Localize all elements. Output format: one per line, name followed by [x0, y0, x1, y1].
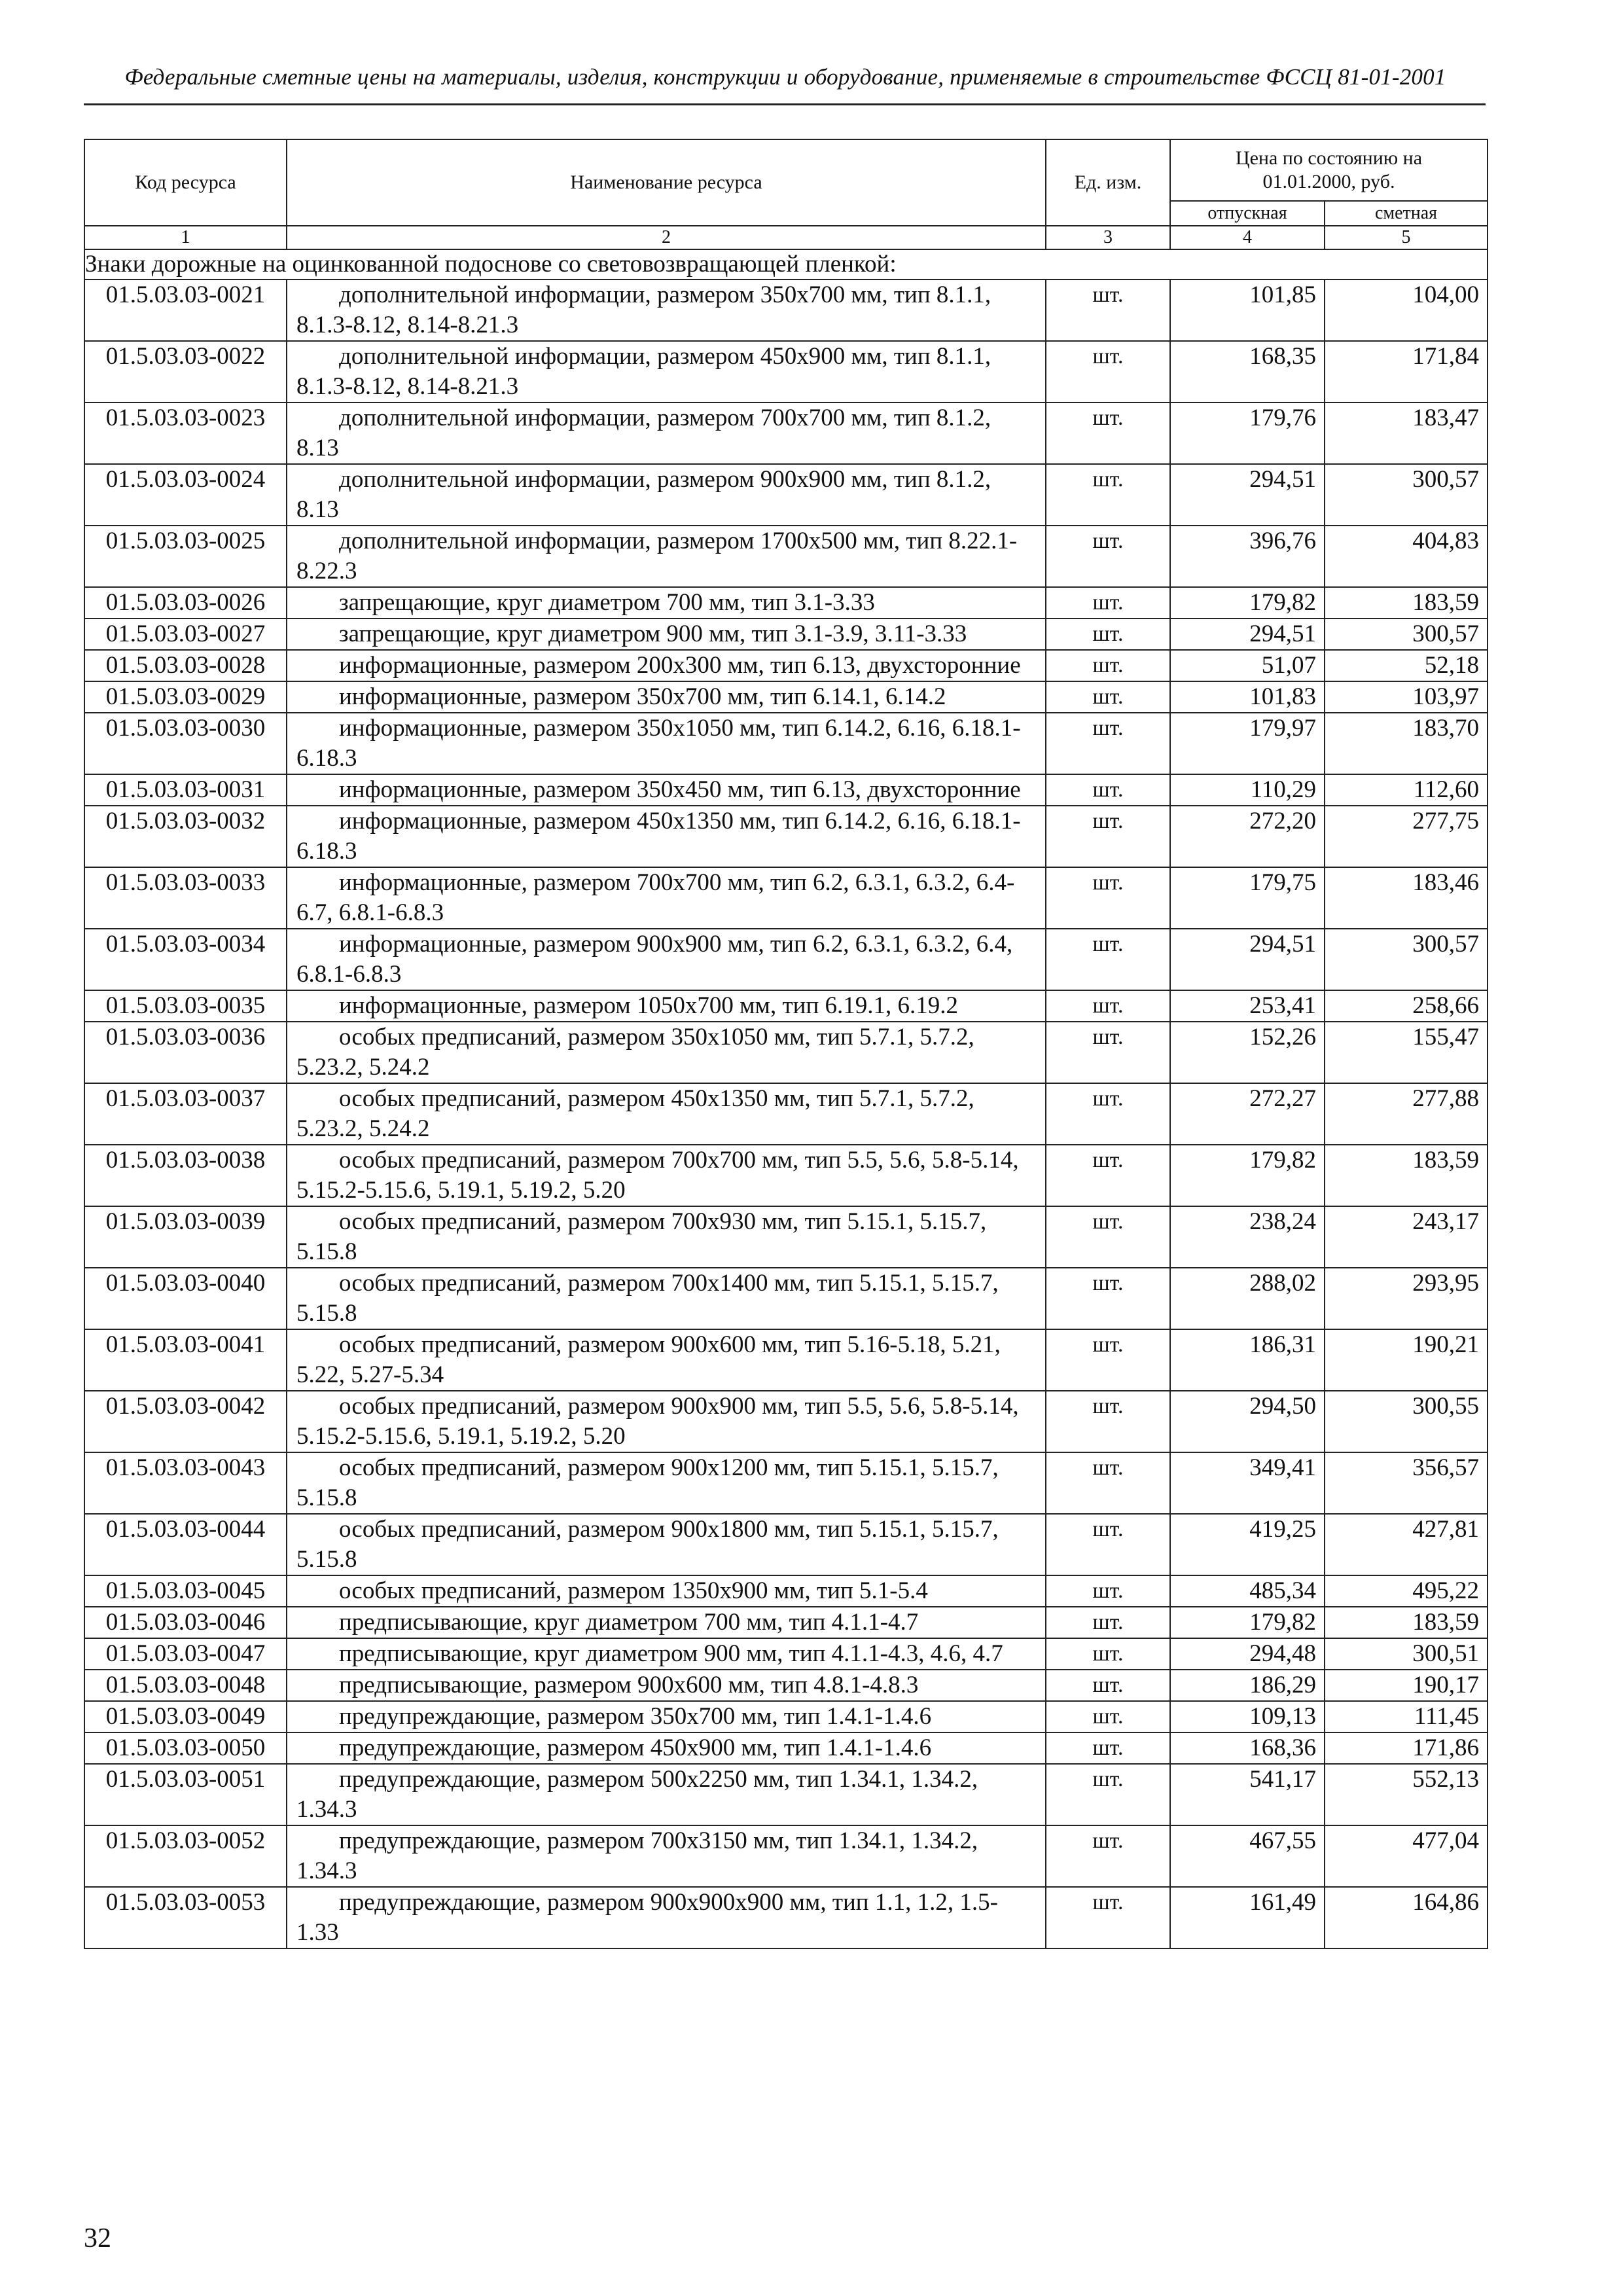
release-price: 419,25	[1170, 1514, 1325, 1575]
release-price: 541,17	[1170, 1764, 1325, 1825]
unit-of-measure: шт.	[1046, 1764, 1170, 1825]
table-row	[84, 587, 1488, 619]
unit-of-measure: шт.	[1046, 1638, 1170, 1670]
table-row	[84, 681, 1488, 713]
resource-code: 01.5.03.03-0045	[84, 1575, 287, 1607]
unit-of-measure: шт.	[1046, 1670, 1170, 1701]
estimate-price: 190,21	[1325, 1329, 1488, 1391]
unit-of-measure: шт.	[1046, 867, 1170, 929]
header-release: отпускная	[1170, 201, 1325, 226]
release-price: 109,13	[1170, 1701, 1325, 1732]
table-row	[84, 650, 1488, 681]
unit-of-measure: шт.	[1046, 1206, 1170, 1268]
release-price: 179,76	[1170, 403, 1325, 464]
estimate-price: 52,18	[1325, 650, 1488, 681]
unit-of-measure: шт.	[1046, 681, 1170, 713]
estimate-price: 404,83	[1325, 526, 1488, 587]
resource-code: 01.5.03.03-0043	[84, 1452, 287, 1514]
resource-code: 01.5.03.03-0051	[84, 1764, 287, 1825]
release-price: 272,20	[1170, 806, 1325, 867]
resource-code: 01.5.03.03-0025	[84, 526, 287, 587]
resource-name: информационные, размером 350x1050 мм, тип 6.14.2, 6.16, 6.18.1-6.18.3	[287, 713, 1046, 774]
resource-code: 01.5.03.03-0040	[84, 1268, 287, 1329]
release-price: 179,75	[1170, 867, 1325, 929]
estimate-price: 112,60	[1325, 774, 1488, 806]
estimate-price: 427,81	[1325, 1514, 1488, 1575]
resource-name: информационные, размером 1050x700 мм, тип 6.19.1, 6.19.2	[287, 990, 1046, 1022]
release-price: 179,82	[1170, 1145, 1325, 1206]
estimate-price: 183,59	[1325, 587, 1488, 619]
unit-of-measure: шт.	[1046, 619, 1170, 650]
resource-name: предупреждающие, размером 500x2250 мм, тип 1.34.1, 1.34.2, 1.34.3	[287, 1764, 1046, 1825]
table-row	[84, 1701, 1488, 1732]
resource-code: 01.5.03.03-0038	[84, 1145, 287, 1206]
estimate-price: 111,45	[1325, 1701, 1488, 1732]
release-price: 294,51	[1170, 464, 1325, 526]
release-price: 51,07	[1170, 650, 1325, 681]
table-row	[84, 1268, 1488, 1329]
header-name: Наименование ресурса	[287, 139, 1046, 226]
column-number: 1	[84, 226, 287, 249]
resource-name: дополнительной информации, размером 1700x500 мм, тип 8.22.1-8.22.3	[287, 526, 1046, 587]
header-estimate: сметная	[1325, 201, 1488, 226]
resource-code: 01.5.03.03-0028	[84, 650, 287, 681]
table-row	[84, 1391, 1488, 1452]
estimate-price: 300,57	[1325, 619, 1488, 650]
estimate-price: 104,00	[1325, 279, 1488, 341]
resource-name: особых предписаний, размером 350x1050 мм, тип 5.7.1, 5.7.2, 5.23.2, 5.24.2	[287, 1022, 1046, 1083]
running-header: Федеральные сметные цены на материалы, изделия, конструкции и оборудование, применяемые в строительстве ФССЦ 81-01-2001	[124, 64, 1446, 90]
table-row	[84, 1575, 1488, 1607]
table-row	[84, 526, 1488, 587]
table-row	[84, 713, 1488, 774]
resource-name: предписывающие, размером 900x600 мм, тип 4.8.1-4.8.3	[287, 1670, 1046, 1701]
release-price: 152,26	[1170, 1022, 1325, 1083]
estimate-price: 300,55	[1325, 1391, 1488, 1452]
resource-code: 01.5.03.03-0026	[84, 587, 287, 619]
release-price: 238,24	[1170, 1206, 1325, 1268]
unit-of-measure: шт.	[1046, 1607, 1170, 1638]
resource-name: предупреждающие, размером 700x3150 мм, тип 1.34.1, 1.34.2, 1.34.3	[287, 1825, 1046, 1887]
table-row	[84, 1638, 1488, 1670]
table-row	[84, 806, 1488, 867]
table-row	[84, 1887, 1488, 1948]
release-price: 186,29	[1170, 1670, 1325, 1701]
resource-code: 01.5.03.03-0021	[84, 279, 287, 341]
resource-name: предупреждающие, размером 900x900x900 мм, тип 1.1, 1.2, 1.5-1.33	[287, 1887, 1046, 1948]
table-row	[84, 279, 1488, 341]
resource-name: информационные, размером 450x1350 мм, тип 6.14.2, 6.16, 6.18.1-6.18.3	[287, 806, 1046, 867]
page-number: 32	[84, 2223, 111, 2253]
estimate-price: 183,46	[1325, 867, 1488, 929]
resource-name: информационные, размером 700x700 мм, тип 6.2, 6.3.1, 6.3.2, 6.4-6.7, 6.8.1-6.8.3	[287, 867, 1046, 929]
table-row	[84, 929, 1488, 990]
group-row	[84, 249, 1488, 279]
estimate-price: 300,51	[1325, 1638, 1488, 1670]
table-row	[84, 990, 1488, 1022]
table-row	[84, 1825, 1488, 1887]
unit-of-measure: шт.	[1046, 990, 1170, 1022]
resource-code: 01.5.03.03-0031	[84, 774, 287, 806]
unit-of-measure: шт.	[1046, 279, 1170, 341]
release-price: 349,41	[1170, 1452, 1325, 1514]
resource-code: 01.5.03.03-0052	[84, 1825, 287, 1887]
resource-code: 01.5.03.03-0027	[84, 619, 287, 650]
unit-of-measure: шт.	[1046, 774, 1170, 806]
table-row	[84, 1206, 1488, 1268]
release-price: 161,49	[1170, 1887, 1325, 1948]
release-price: 253,41	[1170, 990, 1325, 1022]
unit-of-measure: шт.	[1046, 1887, 1170, 1948]
resource-name: особых предписаний, размером 900x900 мм, тип 5.5, 5.6, 5.8-5.14, 5.15.2-5.15.6, 5.19.1, 5.19.2, 5.20	[287, 1391, 1046, 1452]
release-price: 168,35	[1170, 341, 1325, 403]
resource-name: особых предписаний, размером 450x1350 мм, тип 5.7.1, 5.7.2, 5.23.2, 5.24.2	[287, 1083, 1046, 1145]
table-row	[84, 1670, 1488, 1701]
resource-code: 01.5.03.03-0030	[84, 713, 287, 774]
resource-code: 01.5.03.03-0022	[84, 341, 287, 403]
estimate-price: 183,59	[1325, 1145, 1488, 1206]
estimate-price: 171,86	[1325, 1732, 1488, 1764]
estimate-price: 183,70	[1325, 713, 1488, 774]
resource-name: особых предписаний, размером 900x600 мм, тип 5.16-5.18, 5.21, 5.22, 5.27-5.34	[287, 1329, 1046, 1391]
estimate-price: 183,47	[1325, 403, 1488, 464]
column-numbers-row	[84, 226, 1488, 249]
unit-of-measure: шт.	[1046, 1825, 1170, 1887]
release-price: 101,83	[1170, 681, 1325, 713]
resource-code: 01.5.03.03-0036	[84, 1022, 287, 1083]
resource-name: особых предписаний, размером 1350x900 мм, тип 5.1-5.4	[287, 1575, 1046, 1607]
resource-name: особых предписаний, размером 900x1800 мм, тип 5.15.1, 5.15.7, 5.15.8	[287, 1514, 1046, 1575]
resource-name: информационные, размером 900x900 мм, тип 6.2, 6.3.1, 6.3.2, 6.4, 6.8.1-6.8.3	[287, 929, 1046, 990]
table-row	[84, 1452, 1488, 1514]
table-row	[84, 1732, 1488, 1764]
release-price: 485,34	[1170, 1575, 1325, 1607]
resource-code: 01.5.03.03-0049	[84, 1701, 287, 1732]
table-row	[84, 1083, 1488, 1145]
release-price: 179,97	[1170, 713, 1325, 774]
resource-code: 01.5.03.03-0047	[84, 1638, 287, 1670]
estimate-price: 477,04	[1325, 1825, 1488, 1887]
resource-name: информационные, размером 350x450 мм, тип 6.13, двухсторонние	[287, 774, 1046, 806]
release-price: 272,27	[1170, 1083, 1325, 1145]
estimate-price: 552,13	[1325, 1764, 1488, 1825]
estimate-price: 356,57	[1325, 1452, 1488, 1514]
estimate-price: 243,17	[1325, 1206, 1488, 1268]
release-price: 168,36	[1170, 1732, 1325, 1764]
estimate-price: 300,57	[1325, 464, 1488, 526]
table-row	[84, 1607, 1488, 1638]
unit-of-measure: шт.	[1046, 464, 1170, 526]
resource-name: особых предписаний, размером 900x1200 мм, тип 5.15.1, 5.15.7, 5.15.8	[287, 1452, 1046, 1514]
release-price: 110,29	[1170, 774, 1325, 806]
column-number: 4	[1170, 226, 1325, 249]
estimate-price: 495,22	[1325, 1575, 1488, 1607]
unit-of-measure: шт.	[1046, 929, 1170, 990]
table-row	[84, 774, 1488, 806]
unit-of-measure: шт.	[1046, 403, 1170, 464]
resource-code: 01.5.03.03-0050	[84, 1732, 287, 1764]
resource-code: 01.5.03.03-0053	[84, 1887, 287, 1948]
unit-of-measure: шт.	[1046, 587, 1170, 619]
unit-of-measure: шт.	[1046, 1391, 1170, 1452]
resource-name: особых предписаний, размером 700x1400 мм, тип 5.15.1, 5.15.7, 5.15.8	[287, 1268, 1046, 1329]
resource-code: 01.5.03.03-0029	[84, 681, 287, 713]
resource-code: 01.5.03.03-0037	[84, 1083, 287, 1145]
release-price: 288,02	[1170, 1268, 1325, 1329]
unit-of-measure: шт.	[1046, 1329, 1170, 1391]
group-title: Знаки дорожные на оцинкованной подоснове со световозвращающей пленкой:	[84, 249, 1488, 279]
resource-code: 01.5.03.03-0041	[84, 1329, 287, 1391]
resource-code: 01.5.03.03-0034	[84, 929, 287, 990]
table-row	[84, 1329, 1488, 1391]
resource-name: предупреждающие, размером 350x700 мм, тип 1.4.1-1.4.6	[287, 1701, 1046, 1732]
release-price: 179,82	[1170, 1607, 1325, 1638]
resource-name: дополнительной информации, размером 450x900 мм, тип 8.1.1, 8.1.3-8.12, 8.14-8.21.3	[287, 341, 1046, 403]
table-row	[84, 619, 1488, 650]
table-row	[84, 464, 1488, 526]
estimate-price: 103,97	[1325, 681, 1488, 713]
resource-name: предписывающие, круг диаметром 700 мм, тип 4.1.1-4.7	[287, 1607, 1046, 1638]
unit-of-measure: шт.	[1046, 650, 1170, 681]
unit-of-measure: шт.	[1046, 1732, 1170, 1764]
header-price-group	[1170, 139, 1488, 201]
header-price-group-line2: 01.01.2000, руб.	[1262, 171, 1395, 192]
resource-code: 01.5.03.03-0048	[84, 1670, 287, 1701]
estimate-price: 300,57	[1325, 929, 1488, 990]
release-price: 186,31	[1170, 1329, 1325, 1391]
unit-of-measure: шт.	[1046, 806, 1170, 867]
resource-code: 01.5.03.03-0033	[84, 867, 287, 929]
release-price: 179,82	[1170, 587, 1325, 619]
estimate-price: 277,88	[1325, 1083, 1488, 1145]
estimate-price: 171,84	[1325, 341, 1488, 403]
resource-code: 01.5.03.03-0042	[84, 1391, 287, 1452]
price-table	[84, 139, 1488, 1949]
table-row	[84, 403, 1488, 464]
unit-of-measure: шт.	[1046, 1083, 1170, 1145]
header-code: Код ресурса	[84, 139, 287, 226]
unit-of-measure: шт.	[1046, 1145, 1170, 1206]
unit-of-measure: шт.	[1046, 1575, 1170, 1607]
estimate-price: 277,75	[1325, 806, 1488, 867]
header-price-group-line1: Цена по состоянию на	[1235, 147, 1423, 169]
unit-of-measure: шт.	[1046, 341, 1170, 403]
header-unit: Ед. изм.	[1046, 139, 1170, 226]
unit-of-measure: шт.	[1046, 526, 1170, 587]
resource-name: информационные, размером 350x700 мм, тип 6.14.1, 6.14.2	[287, 681, 1046, 713]
table-row	[84, 1145, 1488, 1206]
column-number: 3	[1046, 226, 1170, 249]
resource-name: дополнительной информации, размером 900x900 мм, тип 8.1.2, 8.13	[287, 464, 1046, 526]
header-rule	[84, 103, 1486, 105]
estimate-price: 183,59	[1325, 1607, 1488, 1638]
release-price: 294,50	[1170, 1391, 1325, 1452]
resource-code: 01.5.03.03-0039	[84, 1206, 287, 1268]
resource-name: особых предписаний, размером 700x700 мм, тип 5.5, 5.6, 5.8-5.14, 5.15.2-5.15.6, 5.19.1, 5.19.2, 5.20	[287, 1145, 1046, 1206]
estimate-price: 190,17	[1325, 1670, 1488, 1701]
table-row	[84, 867, 1488, 929]
release-price: 101,85	[1170, 279, 1325, 341]
unit-of-measure: шт.	[1046, 1268, 1170, 1329]
release-price: 294,48	[1170, 1638, 1325, 1670]
resource-name: дополнительной информации, размером 350x700 мм, тип 8.1.1, 8.1.3-8.12, 8.14-8.21.3	[287, 279, 1046, 341]
unit-of-measure: шт.	[1046, 1022, 1170, 1083]
resource-code: 01.5.03.03-0023	[84, 403, 287, 464]
resource-name: запрещающие, круг диаметром 900 мм, тип 3.1-3.9, 3.11-3.33	[287, 619, 1046, 650]
table-row	[84, 341, 1488, 403]
column-number: 2	[287, 226, 1046, 249]
resource-code: 01.5.03.03-0044	[84, 1514, 287, 1575]
resource-code: 01.5.03.03-0032	[84, 806, 287, 867]
resource-name: запрещающие, круг диаметром 700 мм, тип 3.1-3.33	[287, 587, 1046, 619]
resource-name: предупреждающие, размером 450x900 мм, тип 1.4.1-1.4.6	[287, 1732, 1046, 1764]
resource-code: 01.5.03.03-0024	[84, 464, 287, 526]
release-price: 294,51	[1170, 929, 1325, 990]
release-price: 294,51	[1170, 619, 1325, 650]
unit-of-measure: шт.	[1046, 1514, 1170, 1575]
release-price: 396,76	[1170, 526, 1325, 587]
table-row	[84, 1764, 1488, 1825]
resource-code: 01.5.03.03-0046	[84, 1607, 287, 1638]
column-number: 5	[1325, 226, 1488, 249]
resource-name: особых предписаний, размером 700x930 мм, тип 5.15.1, 5.15.7, 5.15.8	[287, 1206, 1046, 1268]
estimate-price: 164,86	[1325, 1887, 1488, 1948]
resource-code: 01.5.03.03-0035	[84, 990, 287, 1022]
unit-of-measure: шт.	[1046, 1452, 1170, 1514]
estimate-price: 155,47	[1325, 1022, 1488, 1083]
unit-of-measure: шт.	[1046, 713, 1170, 774]
estimate-price: 258,66	[1325, 990, 1488, 1022]
table-row	[84, 1022, 1488, 1083]
release-price: 467,55	[1170, 1825, 1325, 1887]
table-row	[84, 1514, 1488, 1575]
resource-name: предписывающие, круг диаметром 900 мм, тип 4.1.1-4.3, 4.6, 4.7	[287, 1638, 1046, 1670]
resource-name: дополнительной информации, размером 700x700 мм, тип 8.1.2, 8.13	[287, 403, 1046, 464]
estimate-price: 293,95	[1325, 1268, 1488, 1329]
unit-of-measure: шт.	[1046, 1701, 1170, 1732]
resource-name: информационные, размером 200x300 мм, тип 6.13, двухсторонние	[287, 650, 1046, 681]
